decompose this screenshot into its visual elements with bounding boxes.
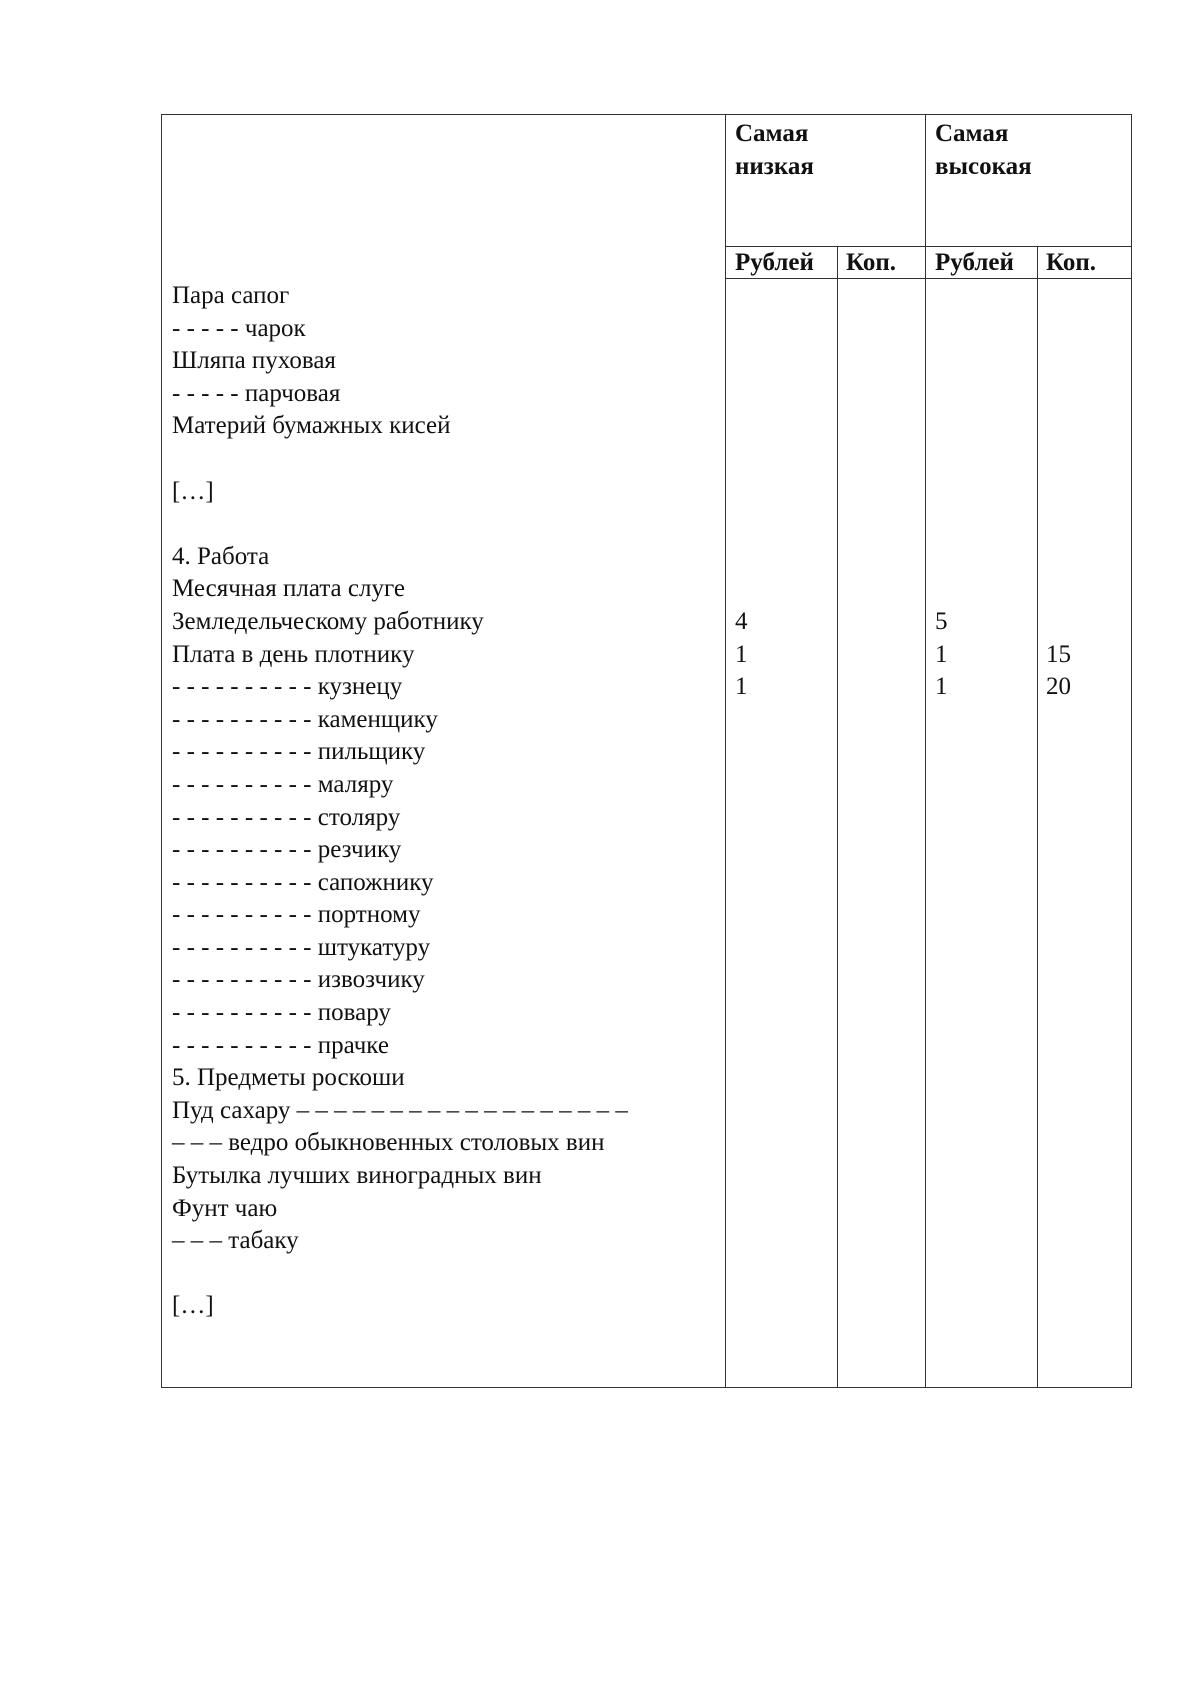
table-row-item: - - - - - - - - - - повару (172, 999, 391, 1027)
column-divider-low-kop (837, 246, 838, 1387)
table-row-low-rub (735, 508, 748, 541)
high-kopecks-column (1046, 280, 1071, 704)
table-row-item: Плата в день плотнику (172, 640, 415, 668)
price-table (161, 114, 1132, 1388)
column-divider-high-kop (1037, 246, 1038, 1387)
table-row-low-rub (735, 541, 748, 574)
table-row-high-kop (1046, 313, 1071, 346)
table-row-high-rub: 5 (935, 607, 948, 635)
table-row-item (172, 1258, 628, 1291)
table-row-high-rub: 1 (935, 673, 948, 701)
header-highest: Самая высокая (935, 120, 1032, 180)
table-row-item: - - - - - - - - - - портному (172, 901, 421, 929)
table-row-item: - - - - - - - - - - сапожнику (172, 868, 434, 896)
table-row-high-kop (1046, 345, 1071, 378)
table-row-item: Земледельческому работнику (172, 607, 484, 635)
table-row-high-kop (1046, 573, 1071, 606)
table-row-item: - - - - - чарок (172, 314, 306, 342)
table-row-high-kop: 20 (1046, 673, 1071, 701)
table-row-high-rub (935, 573, 948, 606)
table-row-low-rub (735, 378, 748, 411)
table-row-item: Пара сапог (172, 282, 290, 309)
table-row-high-kop (1046, 606, 1071, 639)
table-row-item: Пуд сахару – – – – – – – – – – – – – – – – – – (172, 1096, 628, 1124)
table-row-high-rub (935, 541, 948, 574)
table-row-item: […] (172, 1292, 214, 1320)
subheader-low-kopecks: Коп. (846, 249, 897, 276)
table-row-low-rub: 1 (735, 673, 748, 701)
table-row-high-kop (1046, 410, 1071, 443)
table-row-item: - - - - - - - - - - извозчику (172, 966, 425, 994)
table-row-item: – – – табаку (172, 1227, 299, 1255)
subheader-high-kopecks: Коп. (1046, 249, 1097, 276)
column-divider-high (925, 115, 926, 1387)
table-row-low-rub (735, 345, 748, 378)
table-row-item: - - - - - - - - - - маляру (172, 770, 394, 798)
table-row-high-rub (935, 410, 948, 443)
table-row-low-rub (735, 410, 748, 443)
table-row-low-rub (735, 443, 748, 476)
subheader-low-rubles: Рублей (735, 249, 814, 276)
column-divider-items (725, 115, 726, 1387)
table-row-low-rub (735, 573, 748, 606)
table-row-high-rub (935, 280, 948, 313)
table-row-item: Бутылка лучших виноградных вин (172, 1162, 542, 1190)
table-row-high-rub (935, 476, 948, 509)
table-row-item: - - - - - - - - - - резчику (172, 836, 402, 864)
table-row-item: - - - - - парчовая (172, 379, 341, 407)
table-row-item: Материй бумажных кисей (172, 412, 451, 440)
table-row-high-rub (935, 443, 948, 476)
table-row-item: Фунт чаю (172, 1194, 278, 1222)
table-row-high-rub (935, 313, 948, 346)
table-row-item: – – – ведро обыкновенных столовых вин (172, 1129, 605, 1157)
table-row-high-kop (1046, 541, 1071, 574)
table-row-item (172, 508, 628, 541)
table-row-item: 5. Предметы роскоши (172, 1064, 405, 1092)
table-row-item: Шляпа пуховая (172, 347, 336, 375)
table-row-high-rub (935, 345, 948, 378)
high-rubles-column (935, 280, 948, 704)
table-row-high-rub: 1 (935, 640, 948, 668)
table-row-item: Месячная плата слуге (172, 575, 405, 603)
table-row-high-kop (1046, 378, 1071, 411)
table-row-item: - - - - - - - - - - пильщику (172, 738, 426, 766)
table-row-item: 4. Работа (172, 542, 270, 570)
low-rubles-column (735, 280, 748, 704)
table-row-item: - - - - - - - - - - кузнецу (172, 673, 403, 701)
item-column (172, 280, 628, 1323)
table-row-low-rub (735, 313, 748, 346)
table-row-item: - - - - - - - - - - каменщику (172, 705, 438, 733)
table-row-high-kop (1046, 443, 1071, 476)
table-row-high-rub (935, 508, 948, 541)
table-row-low-rub (735, 280, 748, 313)
table-row-item: […] (172, 477, 214, 505)
table-row-item: - - - - - - - - - - прачке (172, 1031, 389, 1059)
table-row-high-rub (935, 378, 948, 411)
table-row-high-kop: 15 (1046, 640, 1071, 668)
table-row-low-rub: 1 (735, 640, 748, 668)
table-row-high-kop (1046, 476, 1071, 509)
table-row-low-rub (735, 476, 748, 509)
table-row-high-kop (1046, 508, 1071, 541)
table-row-high-kop (1046, 280, 1071, 313)
table-row-item (172, 443, 628, 476)
table-row-item: - - - - - - - - - - штукатуру (172, 933, 431, 961)
header-lowest: Самая низкая (735, 120, 814, 180)
table-row-item: - - - - - - - - - - столяру (172, 803, 401, 831)
subheader-high-rubles: Рублей (935, 249, 1014, 276)
table-row-low-rub: 4 (735, 607, 748, 635)
